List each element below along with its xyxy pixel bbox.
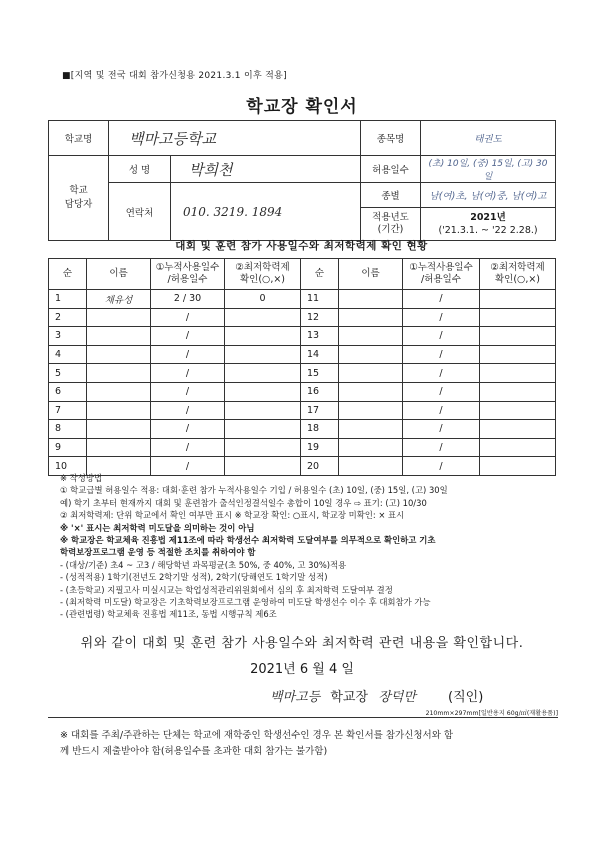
principal-handwritten: 장덕만 [378,690,416,705]
confirm-statement: 위와 같이 대회 및 훈련 참가 사용일수와 최저학력 관련 내용을 확인합니다. [80,636,524,651]
header-min: ②최저학력제 확인(○,×) [480,259,556,290]
name-value: 박희천 [171,156,361,183]
row-min [225,420,301,439]
row-no: 11 [301,290,339,309]
row-days: / [403,345,480,364]
row-name [339,364,403,383]
info-table [48,120,556,241]
row-no: 6 [49,382,87,401]
row-name [87,327,151,346]
header-note: ■[지역 및 전국 대회 참가신청용 2021.3.1 이후 적용] [62,71,287,81]
row-days: / [403,457,480,476]
row-days: / [403,401,480,420]
note-line: 예) 학기 초부터 현재까지 대회 및 훈련참가 출석인정결석일수 총합이 10일 경우 ⇨ 표기: (고) 10/30 [60,497,427,508]
row-name [339,327,403,346]
school-label: 학교명 [49,121,109,156]
note-line: - (관련법령) 학교체육 진흥법 제11조, 동법 시행규칙 제6조 [60,609,277,620]
table-row [49,364,556,383]
table-row [49,345,556,364]
row-days: 2 / 30 [151,290,225,309]
page-title: 학교장 확인서 [246,97,358,117]
note-line: - (초등학교) 지필고사 미실시교는 학업성적관리위원회에서 심의 후 최저학력 도달여부 결정 [60,584,393,595]
row-min [225,438,301,457]
contact-value: 010. 3219. 1894 [171,183,361,241]
row-min [225,308,301,327]
divider [48,717,558,718]
row-days: / [403,308,480,327]
row-no: 1 [49,290,87,309]
row-name [87,420,151,439]
row-min [480,290,556,309]
row-no: 3 [49,327,87,346]
table-row [49,308,556,327]
issue-date: 2021년 6 월 4 일 [250,662,354,677]
name-label: 성 명 [109,156,171,183]
row-no: 7 [49,401,87,420]
table-row [49,382,556,401]
row-name [339,420,403,439]
notes-block [60,472,550,621]
row-no: 4 [49,345,87,364]
school-value: 백마고등학교 [109,121,361,156]
allowed-days-value: (초) 10일, (중) 15일, (고) 30일 [421,156,556,183]
row-days: / [151,308,225,327]
event-label: 종목명 [361,121,421,156]
row-days: / [403,290,480,309]
row-name [339,345,403,364]
row-min [480,364,556,383]
row-no: 12 [301,308,339,327]
school-handwritten: 백마고등 [270,690,321,705]
footer-note: ※ 대회를 주최/주관하는 단체는 학교에 재학중인 학생선수인 경우 본 확인서를 참가신청서와 함 께 반드시 제출받아야 함(허용일수를 초과한 대회 참가는 불가함) [60,730,454,757]
row-no: 16 [301,382,339,401]
row-name [87,401,151,420]
table-row [49,290,556,309]
row-days: / [151,345,225,364]
principal-role: 학교장 [330,690,369,705]
row-days: / [151,327,225,346]
row-name [87,382,151,401]
row-days: / [151,364,225,383]
row-min [480,345,556,364]
section-title: 대회 및 훈련 참가 사용일수와 최저학력제 확인 현황 [175,240,428,252]
row-days: / [403,438,480,457]
note-line: - (최저학력 미도달) 학교장은 기초학력보장프로그램 운영하여 미도달 학생선수 이수 후 대회참가 가능 [60,597,431,608]
row-min [225,345,301,364]
row-name [87,364,151,383]
row-min [480,327,556,346]
header-no: 순 [49,259,87,290]
allowed-days-label: 허용일수 [361,156,421,183]
row-days: / [151,401,225,420]
header-no: 순 [301,259,339,290]
row-min [225,327,301,346]
row-min [225,401,301,420]
row-days: / [403,420,480,439]
row-days: / [403,382,480,401]
note-line: - (대상/기준) 초4 ~ 고3 / 해당학년 과목평균(초 50%, 중 40%, 고 30%)적용 [60,559,347,570]
gender-value: 남(여)초, 남(여)중, 남(여)고 [421,183,556,208]
row-no: 13 [301,327,339,346]
row-no: 19 [301,438,339,457]
table-row [49,327,556,346]
row-no: 18 [301,420,339,439]
row-name [339,290,403,309]
row-min [480,420,556,439]
row-days: / [151,457,225,476]
row-name [339,382,403,401]
row-no: 8 [49,420,87,439]
header-days: ①누적사용일수 /허용일수 [151,259,225,290]
header-min: ②최저학력제 확인(○,×) [225,259,301,290]
row-min [480,382,556,401]
teacher-label: 학교 담당자 [49,156,109,241]
note-line: ※ 학교장은 학교체육 진흥법 제11조에 따라 학생선수 최저학력 도달여부를 의무적으로 확인하고 기초 [60,535,436,546]
row-name [87,308,151,327]
header-name: 이름 [87,259,151,290]
row-no: 17 [301,401,339,420]
header-days: ①누적사용일수 /허용일수 [403,259,480,290]
row-days: / [151,438,225,457]
row-name [339,401,403,420]
row-no: 14 [301,345,339,364]
row-min [480,401,556,420]
row-no: 15 [301,364,339,383]
row-name [87,345,151,364]
row-no: 20 [301,457,339,476]
note-line: ① 학교급별 허용일수 적용: 대회·훈련 참가 누적사용일수 기입 / 허용일수 (초) 10일, (중) 15일, (고) 30일 [60,485,448,496]
applied-year-cell [421,208,556,241]
roster-table [48,258,556,476]
applied-year-label: 적용년도 (기간) [361,208,421,241]
note-line: - (성적적용) 1학기(전년도 2학기말 성적), 2학기(당해연도 1학기말 성적) [60,572,328,583]
row-min [480,438,556,457]
row-name [339,438,403,457]
signature-line [270,686,489,705]
table-row [49,438,556,457]
row-min [225,382,301,401]
applied-period-value: ('21.3.1. ~ '22 2.28.) [438,225,538,236]
row-name: 채유성 [87,290,151,309]
row-no: 2 [49,308,87,327]
row-min: 0 [225,290,301,309]
note-line: ※ 작성방법 [60,473,103,483]
header-name: 이름 [339,259,403,290]
paper-spec: 210mm×297mm[일반용지 60g/㎡(재활용품)] [425,710,558,717]
row-no: 5 [49,364,87,383]
row-min [480,308,556,327]
table-row [49,420,556,439]
row-name [339,308,403,327]
event-value: 태권도 [421,121,556,156]
row-no: 9 [49,438,87,457]
note-line: ※ '×' 표시는 최저학력 미도달을 의미하는 것이 아님 [60,522,255,533]
row-days: / [403,327,480,346]
row-no: 10 [49,457,87,476]
applied-year-value: 2021년 [470,212,506,223]
gender-label: 종별 [361,183,421,208]
row-days: / [151,382,225,401]
row-name [87,438,151,457]
table-row [49,401,556,420]
note-line: 학력보장프로그램 운영 등 적절한 조치를 취하여야 함 [60,547,256,558]
row-min [225,364,301,383]
contact-label: 연락처 [109,183,171,241]
row-days: / [151,420,225,439]
row-days: / [403,364,480,383]
note-line: ② 최저학력제: 단위 학교에서 확인 여부만 표시 ※ 학교장 확인: ○표시, 학교장 미확인: × 표시 [60,510,405,521]
seal-label: (직인) [448,690,484,705]
